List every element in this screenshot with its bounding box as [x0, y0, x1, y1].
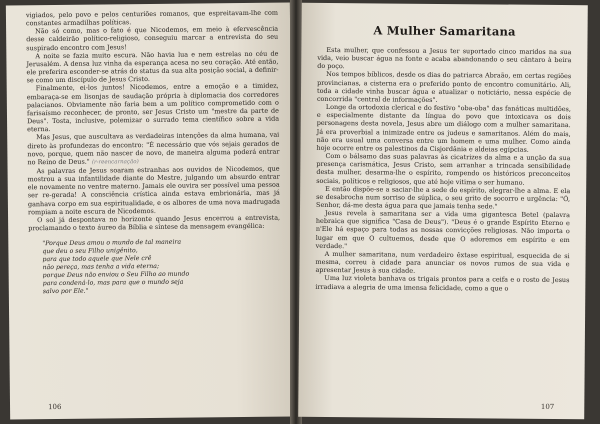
- paragraph: E então dispõe-se a saciar-lhe a sede do espírito, alegrar-lhe a alma. E ela se desabrocha num sorriso de súplica, o seu grito de socorro e urgência: "Ó, Senhor, dá-me desta água para que jamais tenha sede.": [316, 184, 571, 211]
- paragraph: Não só como, mas o fato é que Nicodemos, em meio à efervescência desse caldeirão político-religioso, conseguiu marcar a entrevista do seu suspirado encontro com Jesus!: [26, 24, 279, 52]
- quote-line: "Porque Deus amou o mundo de tal maneira: [42, 238, 182, 248]
- paragraph-with-note: [27, 131, 279, 167]
- paragraph: O sol já despontava no horizonte quando Jesus encerrou a entrevista, proclamando o texto áureo da Bíblia e síntese da mensagem evangélica:: [28, 213, 281, 233]
- page-number: 107: [540, 402, 555, 411]
- quote-line: porque Deus não enviou o Seu Filho ao mundo: [42, 270, 190, 280]
- paragraph: A mulher samaritana, num verdadeiro êxtase espiritual, esquecida de si mesma, correu à cidade para anunciar os novos rumos de sua vida e apresentar Jesus à sua cidade.: [315, 249, 570, 275]
- chapter-title: A Mulher Samaritana: [373, 23, 516, 39]
- quote-line: para que todo aquele que Nele crê: [42, 255, 152, 264]
- paragraph: Uma luz violeta banhava os trigais prontos para a ceifa e o rosto de Jesus irradiava a alegria de uma imensa felicidade, como a que o: [315, 274, 570, 293]
- right-page: [298, 3, 588, 419]
- paragraph: vigiados, pelo povo e pelos centuriões romanos, que espreitavam-lhe com constantes armadilhas políticas.: [25, 8, 278, 28]
- paragraph: Esta mulher, que confessou a Jesus ter suportado cinco maridos na sua vida, veio buscar água na fonte e acaba abandonando o seu cântaro à beira do poço.: [317, 45, 572, 71]
- paragraph: Longe da ortodoxia clerical e do festivo "oba-oba" das fanáticas multidões, e especialmente distante da língua do povo que intoxicava os dois personagens desta novela, Jesus abre um diálogo com a mulher samaritana. Já era proverbial a inimizade entre os judeus e samaritanos. Além do mais, não era usual uma conversa entre um homem e uma mulher. Como ainda hoje ocorre entre os palestinos da Cisjordânia e aldeias egípcias.: [316, 103, 571, 154]
- left-page: [6, 3, 294, 420]
- bible-quote: [42, 238, 281, 296]
- paragraph: As palavras de Jesus soaram estranhas aos ouvidos de Nicodemos, que mostrou a sua infantilidade diante do Mestre, julgando um absurdo entrar ele novamente no ventre materno. Jamais ele ouvira ser possível uma pessoa ser re-gerada! A consciência crística ainda estava embrionária, mas já ganhava corpo em sua espiritualidade, e os albores de uma nova madrugada rompiam a noite escura de Nicodemos.: [27, 164, 280, 217]
- page-number: 106: [48, 402, 62, 412]
- paragraph: Finalmente, ei-los juntos! Nicodemos, entre a emoção e a timidez, embaraça-se em lisonjas de saudação própria à diplomacia dos corredores palacianos. Obviamente não faria bem a um político comprometido com o farisaísmo reconhecer, de pronto, ser Jesus Cristo um "mestre da parte de Deus". Tosta, inclusive, polemizar o surrado tema científico sobre a vida eterna.: [26, 82, 280, 134]
- paragraph: Jesus revela à samaritana ser a vida uma gigantesca Betel (palavra hebraica que significa "Casa de Deus"). "Deus é o grande Espírito Eterno e n'Ele há espaço para todas as nossas convicções religiosas. Não importa o lugar em que O cultuemos, desde que O adoremos em espírito e em verdade.": [315, 209, 571, 250]
- paragraph: Com o bálsamo das suas palavras às cicatrizes da alma e a unção da sua presença carismática, Jesus Cristo, sem arranhar a trincada sensibilidade desta mulher, desarma-lhe o espírito, rompendo os históricos preconceitos sociais, políticos e religiosos, que até hoje vitima o ser humano.: [316, 152, 571, 187]
- paragraph: A noite se fazia muito escura. Não havia lua e nem estrelas no céu de Jerusalém. A densa luz vinha da esperança acesa no seu coração. Até então, ele preferira esconder-se atrás do status da sua alta posição social, a definir-se como um discípulo de Jesus Cristo.: [26, 49, 279, 85]
- pencil-annotation: (r-reencarnação): [91, 158, 139, 166]
- quote-line: não pereça, mas tenha a vida eterna;: [42, 263, 160, 272]
- paragraph-text: Mas Jesus, que auscultava as verdadeiras intenções da alma humana, vai direto às profundezas do encontro: "É necessário que vós sejais gerados de novo, porque, quem não nascer de novo, de maneira alguma poderá entrar no Reino de Deus.": [27, 130, 280, 167]
- quote-line: que deu o seu Filho unigênito,: [42, 247, 138, 256]
- quote-line: salvo por Ele.": [42, 287, 89, 296]
- paragraph: Nos tempos bíblicos, desde os dias do patriarca Abraão, em certas regiões provincianas, a cisterna era o preferido ponto de encontro comunitário. Ali, toda a cidade vinha buscar água e atualizar o noticiário, nessa espécie de concorrida "central de informações".: [316, 70, 572, 104]
- quote-line: para condená-lo, mas para que o mundo seja: [42, 278, 184, 288]
